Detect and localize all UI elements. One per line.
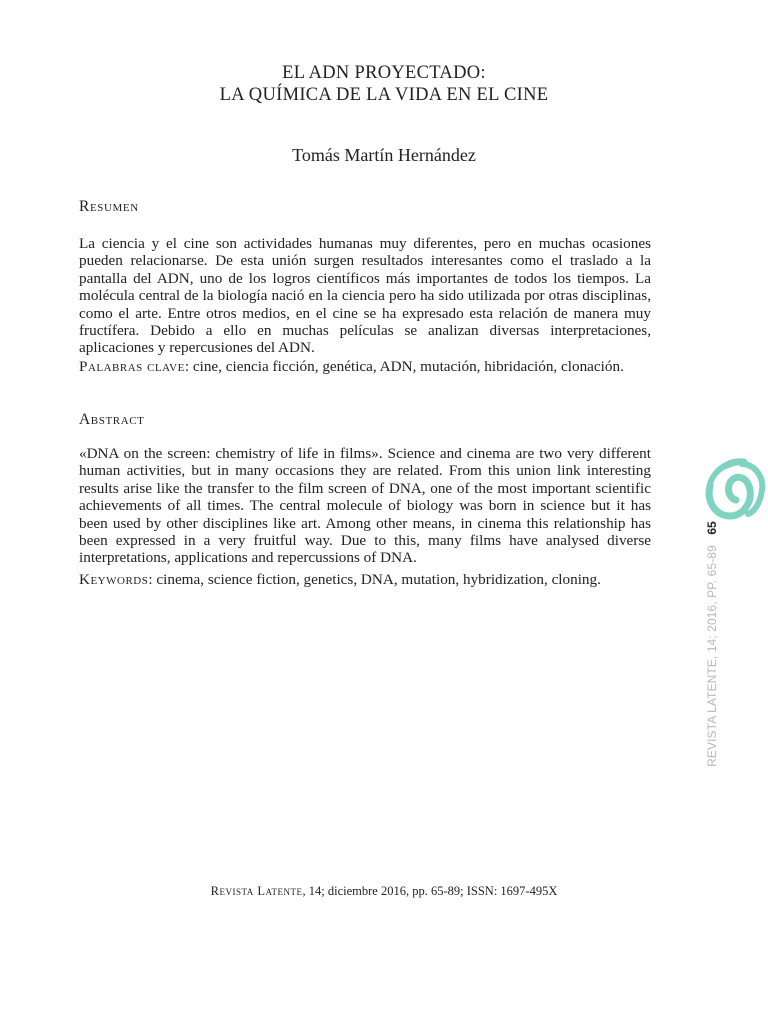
resumen-heading: Resumen	[79, 198, 139, 215]
abstract-body: «DNA on the screen: chemistry of life in films». Science and cinema are two very different human activities, but in many occasions they are related. From this union link interesting results arise like the transfer to the film screen of DNA, one of the most important scientific achievements of all times. The central molecule of biology was born in science but it has been used by other disciplines like art. Among other means, in cinema this relationship has been expressed in a very fruitful way. Due to this, many films have analysed diverse interpretations, applications and repercussions of DNA.	[79, 445, 651, 567]
abstract-keywords-label: Keywords	[79, 571, 149, 588]
resumen-keywords: Palabras clave: cine, ciencia ficción, genética, ADN, mutación, hibridación, clonación.	[79, 358, 624, 375]
resumen-keywords-label: Palabras clave	[79, 358, 185, 375]
abstract-keywords-text: cinema, science fiction, genetics, DNA, mutation, hybridization, cloning.	[156, 571, 601, 588]
side-reference-text: REVISTA LATENTE, 14; 2016, PP. 65-89	[705, 545, 719, 767]
abstract-keywords: Keywords: cinema, science fiction, genetics, DNA, mutation, hybridization, cloning.	[79, 571, 601, 588]
footer-journal: Revista Latente	[210, 884, 303, 898]
resumen-body: La ciencia y el cine son actividades humanas muy diferentes, pero en muchas ocasiones pueden relacionarse. De esta unión surgen resultados interesantes como el traslado a la pantalla del ADN, uno de los logros científicos más importantes de todos los tiempos. La molécula central de la biología nació en la ciencia pero ha sido utilizada por otras disciplinas, como el arte. Entre otros medios, en el cine se ha expresado esta relación de manera muy fructífera. Debido a ello en muchas películas se analizan diversas interpretaciones, aplicaciones y repercusiones del ADN.	[79, 235, 651, 357]
page-number-text: 65	[705, 521, 719, 535]
title-line-2: LA QUÍMICA DE LA VIDA EN EL CINE	[219, 85, 549, 105]
resumen-keywords-text: cine, ciencia ficción, genética, ADN, mutación, hibridación, clonación.	[192, 358, 624, 375]
title-line-1: EL ADN PROYECTADO:	[282, 63, 486, 83]
journal-logo-icon	[700, 458, 768, 520]
author-name: Tomás Martín Hernández	[292, 145, 476, 165]
citation-footer	[0, 884, 768, 899]
abstract-heading: Abstract	[79, 411, 145, 428]
footer-details: , 14; diciembre 2016, pp. 65-89; ISSN: 1697-495X	[302, 884, 558, 898]
article-title	[0, 62, 768, 106]
